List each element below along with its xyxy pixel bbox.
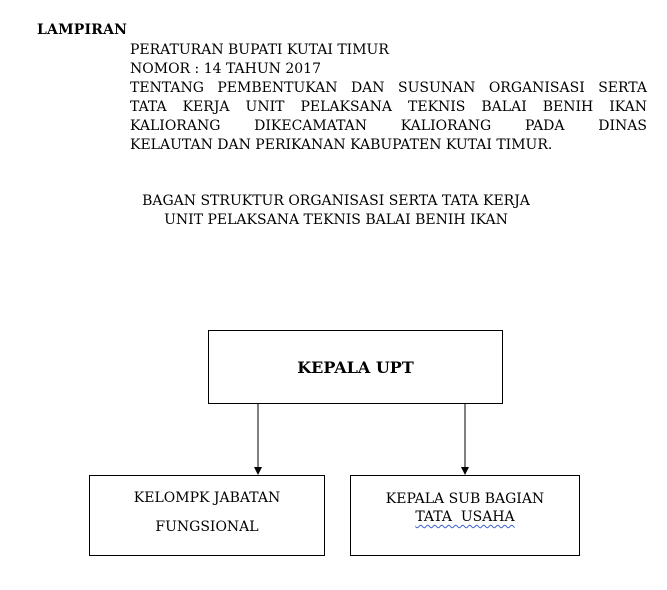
- regulation-subject-line-2: TATA KERJA UNIT PELAKSANA TEKNIS BALAI BENIH IKAN: [130, 99, 647, 115]
- org-box-right-line-1: KEPALA SUB BAGIAN: [385, 491, 545, 507]
- chart-heading-line-1: BAGAN STRUKTUR ORGANISASI SERTA TATA KERJA: [142, 193, 530, 209]
- org-box-kelompok-jabatan-fungsional: [89, 475, 325, 556]
- org-box-kepala-upt-label: KEPALA UPT: [297, 357, 414, 377]
- org-box-left-line-1: KELOMPK JABATAN: [133, 490, 281, 506]
- org-box-left-line-2: FUNGSIONAL: [155, 519, 259, 535]
- regulation-title: PERATURAN BUPATI KUTAI TIMUR: [130, 42, 389, 58]
- regulation-subject-line-3: KALIORANG DIKECAMATAN KALIORANG PADA DINAS: [130, 118, 647, 134]
- regulation-subject-line-1: TENTANG PEMBENTUKAN DAN SUSUNAN ORGANISASI SERTA: [130, 80, 647, 96]
- org-box-kepala-upt: [208, 330, 503, 404]
- regulation-subject-line-4: KELAUTAN DAN PERIKANAN KABUPATEN KUTAI TIMUR.: [130, 137, 553, 153]
- regulation-number: NOMOR : 14 TAHUN 2017: [130, 61, 321, 77]
- org-box-right-line-2-wrap: [351, 509, 579, 525]
- org-box-right-line-2: TATA USAHA: [415, 509, 515, 525]
- org-box-kepala-sub-bagian-tata-usaha: [350, 475, 580, 556]
- chart-heading-line-2: UNIT PELAKSANA TEKNIS BALAI BENIH IKAN: [164, 212, 508, 228]
- lampiran-title: LAMPIRAN: [37, 22, 128, 38]
